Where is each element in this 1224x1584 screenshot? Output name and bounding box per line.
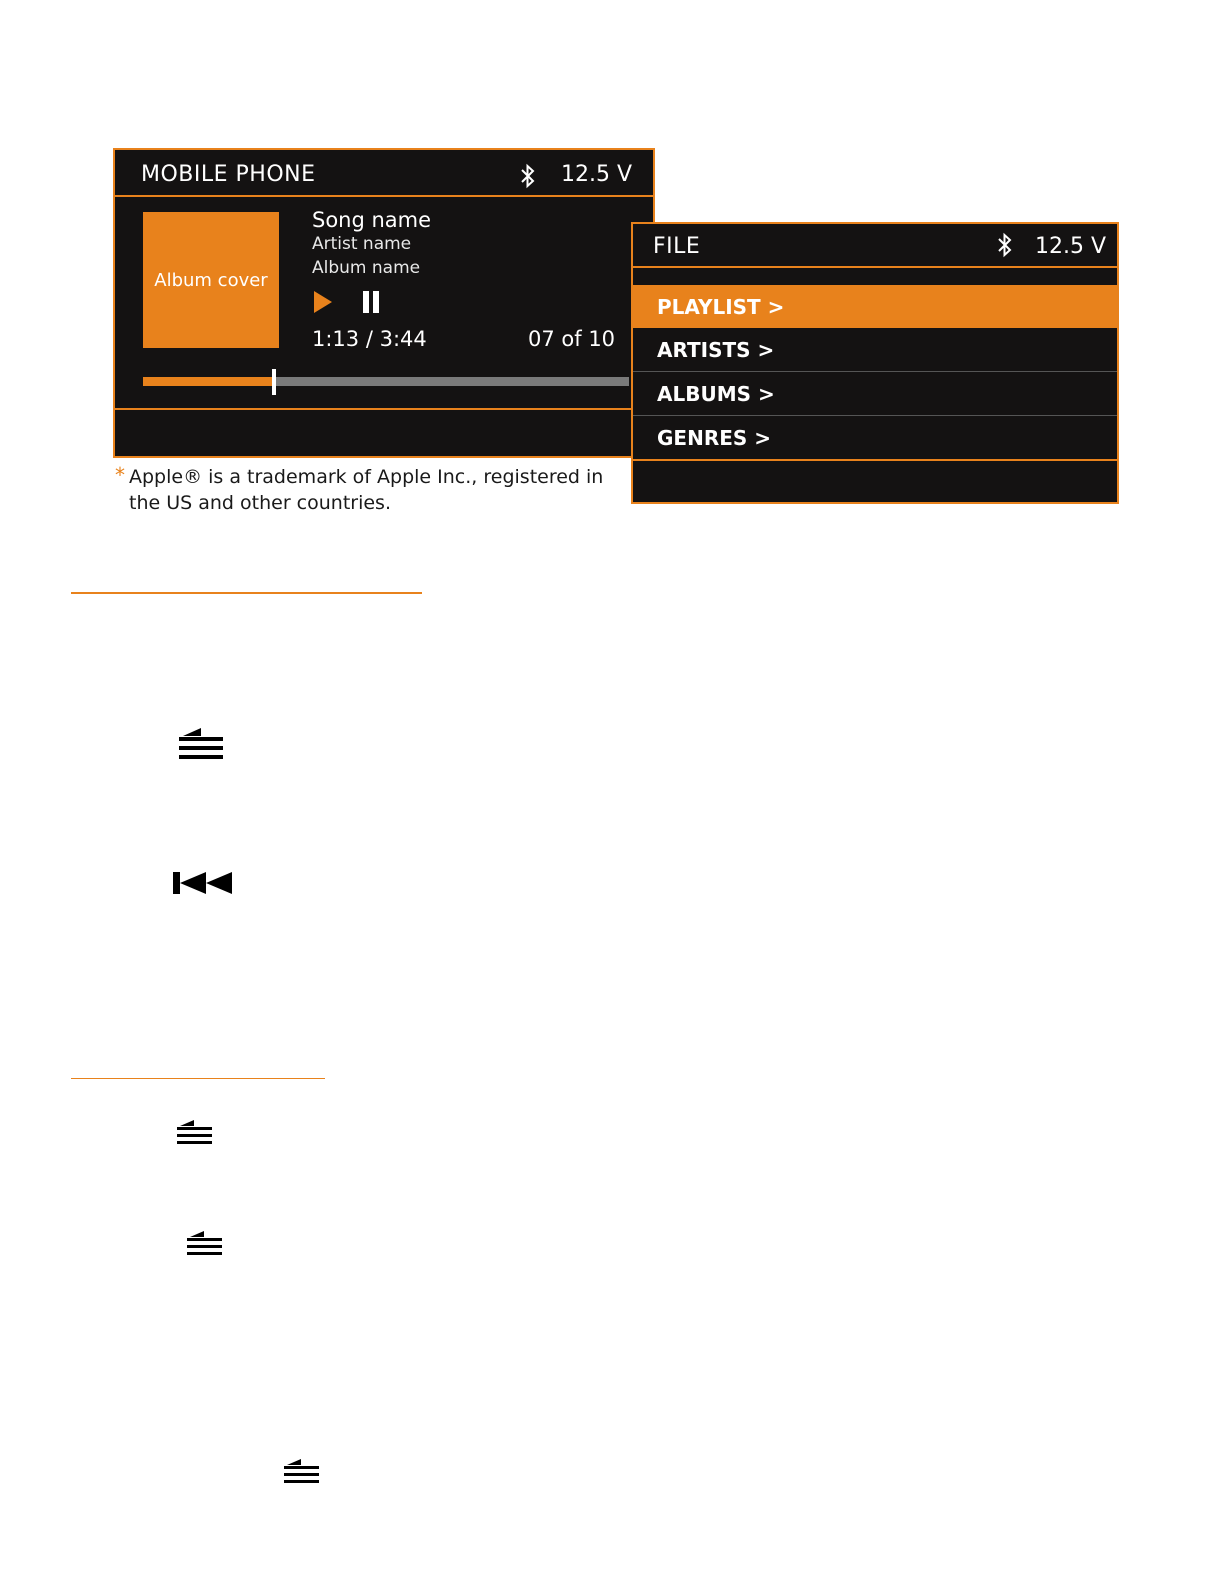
- footnote-asterisk: *: [115, 463, 125, 487]
- player-header-divider: [115, 195, 653, 197]
- menu-item-label: PLAYLIST >: [657, 294, 785, 319]
- progress-knob[interactable]: [272, 369, 276, 395]
- player-screen: [113, 148, 655, 458]
- bluetooth-icon: [520, 163, 536, 189]
- file-header-divider: [633, 266, 1117, 268]
- song-name: Song name: [312, 208, 432, 232]
- menu-icon-arrow: [190, 1231, 204, 1237]
- album-name: Album name: [312, 258, 421, 278]
- section-rule: [71, 1078, 325, 1079]
- file-footer-divider: [633, 459, 1117, 461]
- menu-icon-arrow: [180, 1120, 194, 1126]
- footnote-line-1: Apple® is a trademark of Apple Inc., registered in: [129, 466, 604, 488]
- artist-name: Artist name: [312, 234, 412, 254]
- file-screen: [631, 222, 1119, 504]
- trademark-footnote: [115, 463, 604, 516]
- playback-time: 1:13 / 3:44: [312, 327, 427, 351]
- progress-fill: [143, 377, 274, 386]
- section-rule: [71, 592, 422, 594]
- album-cover-label: Album cover: [154, 269, 268, 291]
- player-footer-divider: [115, 408, 653, 410]
- menu-icon-arrow: [183, 728, 201, 736]
- menu-item-playlist[interactable]: [633, 285, 1117, 328]
- menu-item-label: ARTISTS >: [657, 337, 775, 362]
- menu-item-artists[interactable]: [633, 328, 1117, 371]
- menu-icon: [187, 1231, 222, 1258]
- previous-track-icon: [173, 872, 233, 894]
- menu-item-label: GENRES >: [657, 425, 772, 450]
- menu-item-label: ALBUMS >: [657, 381, 775, 406]
- menu-item-genres[interactable]: [633, 416, 1117, 459]
- pause-icon[interactable]: [363, 291, 379, 313]
- player-voltage: 12.5 V: [561, 162, 633, 187]
- player-title: MOBILE PHONE: [141, 162, 316, 187]
- bluetooth-icon: [997, 232, 1013, 258]
- menu-icon: [284, 1459, 319, 1486]
- progress-bar[interactable]: [143, 377, 629, 386]
- menu-icon: [179, 728, 223, 762]
- footnote-line-2: the US and other countries.: [129, 492, 391, 514]
- file-title: FILE: [653, 234, 701, 259]
- file-voltage: 12.5 V: [1035, 234, 1107, 259]
- menu-icon-arrow: [287, 1459, 301, 1465]
- menu-item-albums[interactable]: [633, 372, 1117, 415]
- track-count: 07 of 10: [528, 327, 616, 351]
- album-cover: [143, 212, 279, 348]
- menu-icon: [177, 1120, 212, 1147]
- play-icon[interactable]: [314, 291, 332, 313]
